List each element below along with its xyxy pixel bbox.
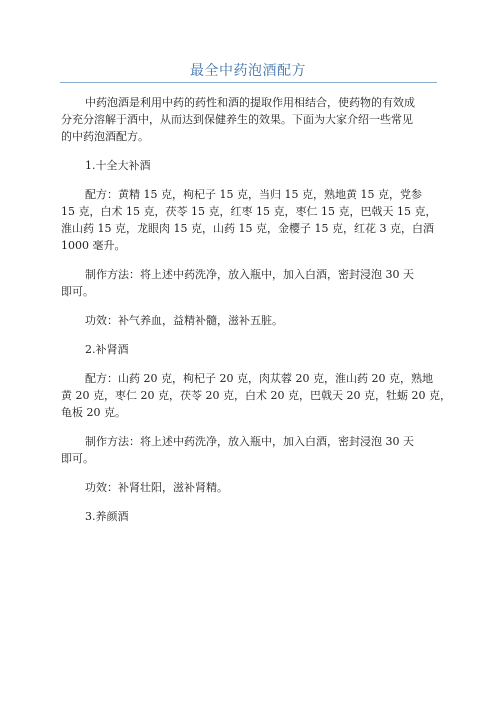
text-line: 的中药泡酒配方。 [61, 130, 149, 143]
document-body [61, 94, 451, 537]
text-line: 即可。 [61, 452, 94, 465]
paragraph [61, 312, 438, 329]
text-line: 即可。 [61, 285, 94, 298]
text-line: 龟板 20 克。 [61, 406, 126, 419]
paragraph [61, 186, 438, 254]
paragraph [61, 266, 438, 300]
text-line: 中药泡酒是利用中药的药性和酒的提取作用相结合，使药物的有效成 [85, 96, 415, 109]
text-line: 配方：山药 20 克，枸杞子 20 克，肉苁蓉 20 克，淮山药 20 克，熟地 [85, 372, 433, 385]
text-line: 淮山药 15 克，龙眼肉 15 克，山药 15 克，金樱子 15 克，红花 3 克，白酒 [61, 222, 434, 235]
text-line: 分充分溶解于酒中，从而达到保健养生的效果。下面为大家介绍一些常见 [61, 113, 413, 126]
text-line: 1000 毫升。 [61, 239, 126, 252]
text-line: 3.养颜酒 [85, 510, 129, 523]
text-line: 制作方法：将上述中药洗净，放入瓶中，加入白酒，密封浸泡 30 天 [85, 435, 414, 448]
paragraph [61, 370, 451, 421]
text-line: 2.补肾酒 [85, 343, 129, 356]
text-line: 制作方法：将上述中药洗净，放入瓶中，加入白酒，密封浸泡 30 天 [85, 268, 414, 281]
document-title: 最全中药泡酒配方 [190, 63, 306, 79]
text-line: 配方：黄精 15 克，枸杞子 15 克，当归 15 克，熟地黄 15 克，党参 [85, 188, 422, 201]
text-line: 功效：补气养血，益精补髓，滋补五脏。 [85, 314, 283, 327]
text-line: 15 克，白术 15 克，茯苓 15 克，红枣 15 克，枣仁 15 克，巴戟天 15 克， [61, 205, 437, 218]
text-line: 功效：补肾壮阳，滋补肾精。 [85, 481, 228, 494]
text-line: 1.十全大补酒 [85, 159, 151, 172]
section-heading [61, 157, 438, 174]
text-line: 黄 20 克，枣仁 20 克，茯苓 20 克，白术 20 克，巴戟天 20 克，牡蛎 20 克， [61, 389, 451, 402]
paragraph [61, 94, 438, 145]
section-heading [61, 341, 438, 358]
paragraph [61, 479, 438, 496]
paragraph [61, 433, 438, 467]
section-heading [61, 508, 438, 525]
title-underline [60, 82, 437, 83]
